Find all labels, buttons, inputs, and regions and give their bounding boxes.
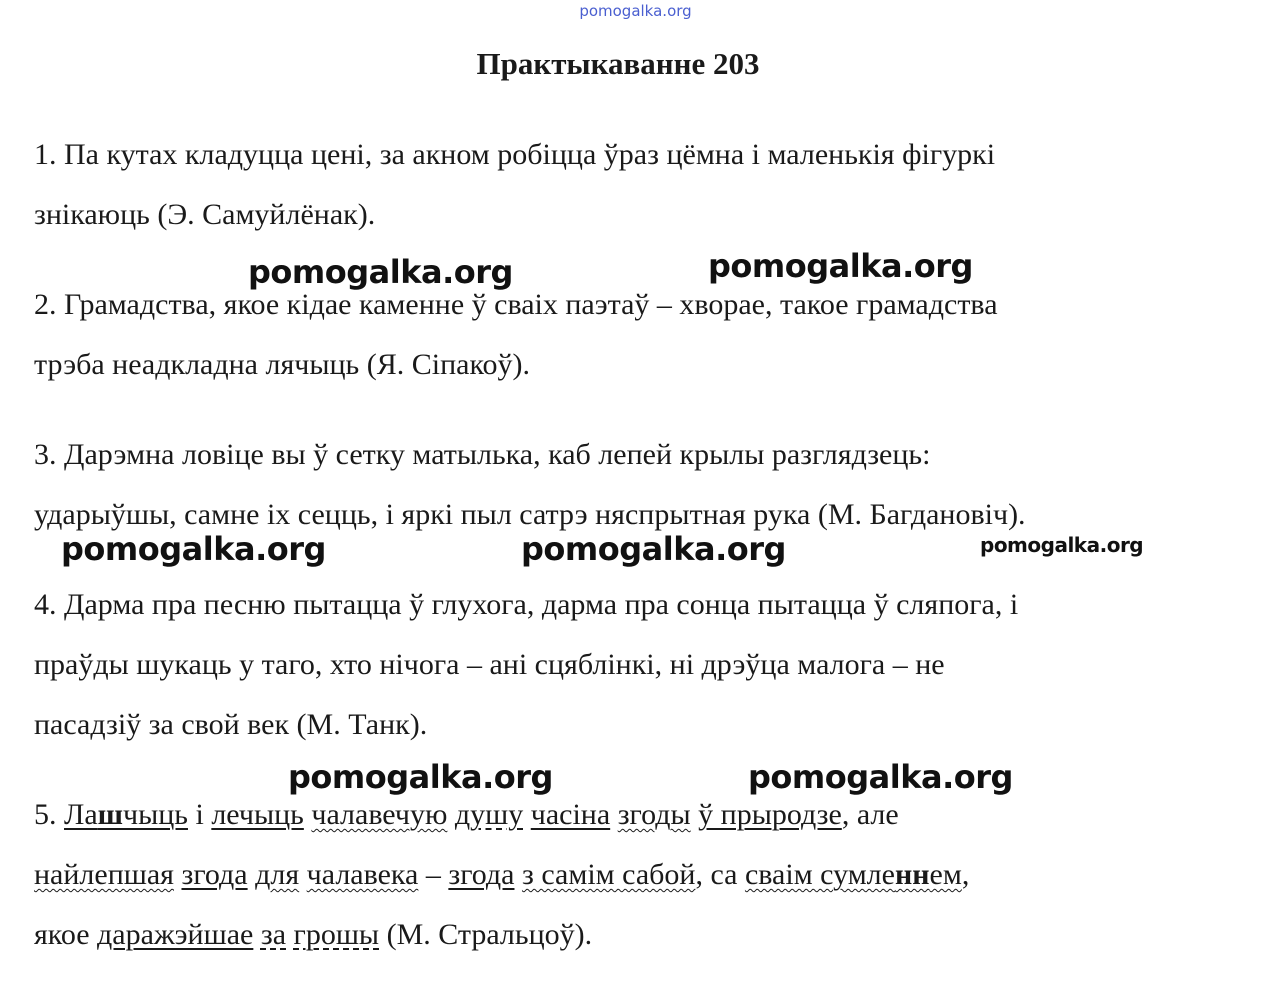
- word-part: Ла: [64, 798, 98, 831]
- word-attribute-svaim-sumlennem: [745, 858, 962, 891]
- word-object-dushu: душу: [454, 798, 524, 831]
- paragraph-2-line-1: 2. Грамадства, якое кідае каменне ў сваіх паэтаў – хворае, такое грамадства: [34, 288, 998, 321]
- word-adverbial-u-pryrodze: ў прыродзе: [698, 798, 842, 831]
- watermark: pomogalka.org: [288, 758, 553, 796]
- word-part: ем: [929, 858, 962, 891]
- watermark: pomogalka.org: [980, 533, 1144, 557]
- paragraph-5-line-3: [34, 920, 592, 950]
- paragraph-4-line-2: праўды шукаць у таго, хто нічога – ані сцяблінкі, ні дрэўца малога – не: [34, 648, 945, 681]
- word-object-za: за: [260, 918, 287, 951]
- word: якое: [34, 918, 90, 951]
- item-number: 5.: [34, 798, 57, 831]
- watermark: pomogalka.org: [748, 758, 1013, 796]
- paragraph-5-line-2: [34, 860, 969, 890]
- word-part: чыць: [123, 798, 188, 831]
- watermark: pomogalka.org: [708, 247, 973, 285]
- word-attribute-dlya: для: [255, 858, 300, 891]
- dash: –: [425, 858, 441, 891]
- watermark: pomogalka.org: [248, 253, 513, 291]
- paragraph-1-line-2: знікаюць (Э. Самуйлёнак).: [34, 198, 376, 231]
- word-subject-lashchyc: [64, 798, 188, 831]
- paragraph-2-line-2: трэба неадкладна лячыць (Я. Сіпакоў).: [34, 348, 530, 381]
- word: , са: [695, 858, 738, 891]
- word-subject-zgoda: згода: [181, 858, 248, 891]
- word: , але: [841, 798, 899, 831]
- watermark: pomogalka.org: [61, 530, 326, 568]
- word: і: [195, 798, 204, 831]
- word-attribute-najlepshaya: найлепшая: [34, 858, 174, 891]
- paragraph-4-line-1: 4. Дарма пра песню пытацца ў глухога, дарма пра сонца пытацца ў сляпога, і: [34, 588, 1019, 621]
- watermark-top: pomogalka.org: [579, 2, 692, 20]
- word-part-bold: нн: [894, 858, 930, 891]
- word-predicate-lechyc: лечыць: [211, 798, 304, 831]
- author-reference: (М. Стральцоў).: [386, 918, 593, 951]
- paragraph-1-line-1: 1. Па кутах кладуцца цені, за акном робіцца ўраз цёмна і маленькія фігуркі: [34, 138, 996, 171]
- word-object-groshy: грошы: [293, 918, 380, 951]
- word-subject-chasina: часіна: [530, 798, 611, 831]
- paragraph-5-line-1: [34, 800, 899, 830]
- word-part-bold: ш: [97, 798, 123, 831]
- word: ,: [961, 858, 970, 891]
- word-predicate-darazhejshae: даражэйшае: [97, 918, 254, 951]
- word-predicate-zgoda: згода: [448, 858, 515, 891]
- word-part: сваім сумле: [744, 858, 895, 891]
- page-title: Практыкаванне 203: [476, 46, 760, 81]
- paragraph-3-line-1: 3. Дарэмна ловіце вы ў сетку матылька, каб лепей крылы разглядзець:: [34, 438, 931, 471]
- paragraph-3-line-2: ударыўшы, самне іх сецць, і яркі пыл сатрэ няспрытная рука (М. Багдановіч).: [34, 498, 1026, 531]
- word-attribute-zgody: згоды: [617, 798, 691, 831]
- watermark: pomogalka.org: [521, 530, 786, 568]
- paragraph-4-line-3: пасадзіў за свой век (М. Танк).: [34, 708, 428, 741]
- word-attribute-chalavechuyu: чалавечую: [311, 798, 448, 831]
- word-attribute-z-samim-saboj: з самім сабой: [521, 858, 696, 891]
- word-attribute-chalaveka: чалавека: [306, 858, 419, 891]
